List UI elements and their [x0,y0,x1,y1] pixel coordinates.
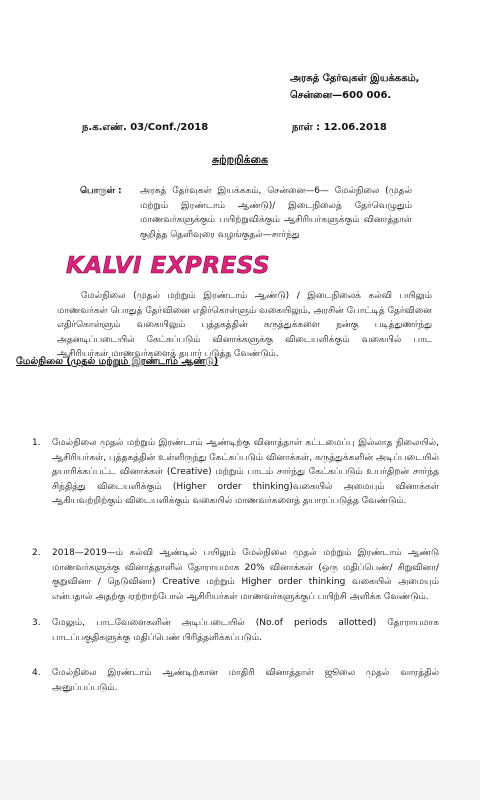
office-address [290,70,419,104]
item-text: 2018—2019—ம் கல்வி ஆண்டில் பயிலும் மேல்நிலை முதல் மற்றும் இரண்டாம் ஆண்டு மாணவர்களுக்கு வினாத்தாளில் தோராயமாக 20% வினாக்கள் (ஒரு மதிப்பெண்/ சிறுவினா/குறுவினா / நெடுவினா) Creative மற்றும் Higher order thinking வகையில் அமையும் என்பதால் அதற்கு ஏற்றாற்போல் ஆசிரியர்கள் மாணவர்களுக்குப் பயிற்சி அளிக்க வேண்டும். [52,548,439,602]
subject-label: பொருள் : [80,186,122,196]
reference-number: ந.க.எண். 03/Conf./2018 [82,122,209,133]
bottom-bar [0,760,480,800]
item-number: 4. [32,668,41,678]
reference-line [82,122,422,134]
circular-title: சுற்றறிக்கை [211,153,269,166]
reference-date: நாள் : 12.06.2018 [292,122,387,133]
intro-paragraph: மேல்நிலை (முதல் மற்றும் இரண்டாம் ஆண்டு) / இடைநிலைக் கல்வி பயிலும் மாணவர்கள் பொதுத் தேர்வினை எதிர்கொள்ளும் வகையிலும், அரசின் போட்டித் தேர்வினை எதிர்கொள்ளும் வகையிலும் புத்தகத்தின் கருத்துக்களை நன்கு படித்துணர்ந்து அதனடிப்படையில் கேட்கப்படும் வினாக்களுக்கு விடையளிக்கும் வகையில் பாட ஆசிரியர்கள் மாணவர்களைத் தயார் படுத்த வேண்டும். [57,291,433,359]
address-line-2: சென்னை—600 006. [290,90,392,101]
item-text: மேல்நிலை முதல் மற்றும் இரண்டாம் ஆண்டிற்கு வினாத்தாள் கட்டமைப்பு இல்லாத நிலையில், ஆசிரியர்கள், புத்தகத்தின் உள்ளிருந்து கேட்கப்படும் வினாக்கள், கருத்துக்களின் அடிப்படையில் தயாரிக்கப்பட்ட வினாக்கள் (Creative) மற்றும் பாடம் சார்ந்து கேட்கப்படும் உயர்திறன் சார்ந்த சிந்தித்து விடையளிக்கும் (Higher order thinking)வகையில் அமையும் வினாக்கள் ஆகியவற்றிற்கும் விடையளிக்கும் வகையில் மாணவர்களைத் தயாரப்படுத்த வேண்டும். [52,438,439,506]
section-heading: மேல்நிலை (முதல் மற்றும் இரண்டாம் ஆண்டு) [16,356,219,367]
item-number: 1. [32,438,41,448]
item-text: மேல்நிலை இரண்டாம் ஆண்டிற்கான மாதிரி வினாத்தாள் ஜூலை முதல் வாரத்தில் அனுப்பப்படும். [52,668,439,693]
watermark-logo: KALVI EXPRESS [66,253,271,279]
address-line-1: அரசுத் தேர்வுகள் இயக்ககம், [290,73,420,84]
item-text: மேலும், பாடவேளைகளின் அடிப்படையில் (No.of periods allotted) தோராயமாக பாடப்பகுதிகளுக்கு மதிப்பெண் பிரித்தளிக்கப்படும். [52,618,439,643]
item-number: 2. [32,548,41,558]
subject-text: அரசுத் தேர்வுகள் இயக்ககம், சென்னை—6— மேல்நிலை (முதல் மற்றும் இரண்டாம் ஆண்டு)/ இடைநிலைத் தேர்வெழுதும் மாணவர்களுக்கும் பயிற்றுவிக்கும் ஆசிரியர்களுக்கும் வினாத்தாள் குறித்த தெளிவுரை வழங்குதல்—சார்ந்து [140,186,412,240]
item-number: 3. [32,618,41,628]
